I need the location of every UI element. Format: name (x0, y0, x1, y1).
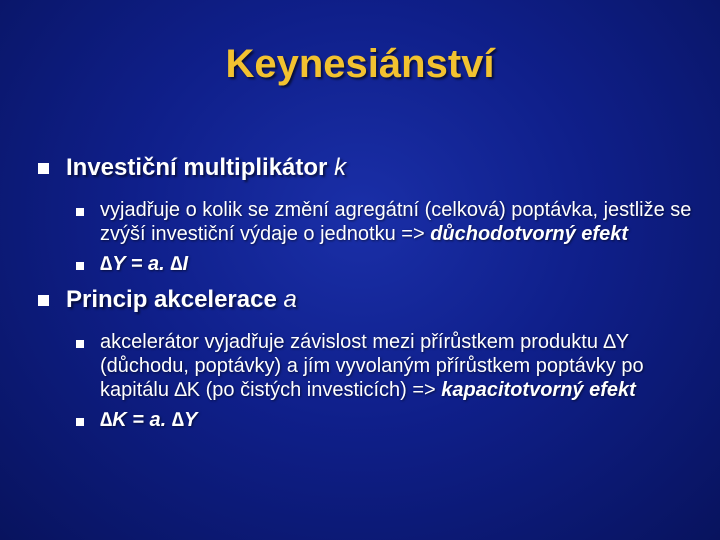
variable-k: k (334, 154, 347, 181)
formula-text: ∆K = a. ∆Y (100, 409, 198, 431)
definition-text: akcelerátor vyjadřuje závislost mezi přírůstkem produktu ∆Y (důchodu, poptávky) a jím vyvolaným přírůstkem poptávky po kapitálu ∆K (po čistých investicích) => (100, 331, 644, 401)
definition-text: vyjadřuje o kolik se změní agregátní (celková) poptávka, jestliže se zvýší investiční výdaje o jednotku => (100, 199, 692, 245)
sub-list-multiplier (76, 198, 698, 276)
square-bullet-icon (76, 340, 84, 348)
square-bullet-icon (76, 208, 84, 216)
slide-content (38, 152, 698, 440)
square-bullet-icon (38, 295, 49, 306)
sub-bullet-multiplier-formula (76, 252, 698, 276)
sub-bullet-accelerator-formula (76, 408, 698, 432)
emphasis-text: důchodotvorný efekt (430, 223, 628, 245)
sub-bullet-accelerator-definition (76, 330, 698, 402)
square-bullet-icon (76, 262, 84, 270)
sub-bullet-multiplier-definition (76, 198, 698, 246)
bullet-investment-multiplier (38, 152, 698, 184)
bullet-label: Princip akcelerace (66, 286, 277, 313)
bullet-label: Investiční multiplikátor (66, 154, 328, 181)
bullet-acceleration-principle (38, 284, 698, 316)
square-bullet-icon (38, 163, 49, 174)
emphasis-text: kapacitotvorný efekt (441, 379, 636, 401)
variable-a: a (283, 286, 297, 313)
slide-title: Keynesiánství (225, 42, 495, 86)
formula-text: ∆Y = a. ∆I (100, 253, 189, 275)
sub-list-accelerator (76, 330, 698, 432)
square-bullet-icon (76, 418, 84, 426)
